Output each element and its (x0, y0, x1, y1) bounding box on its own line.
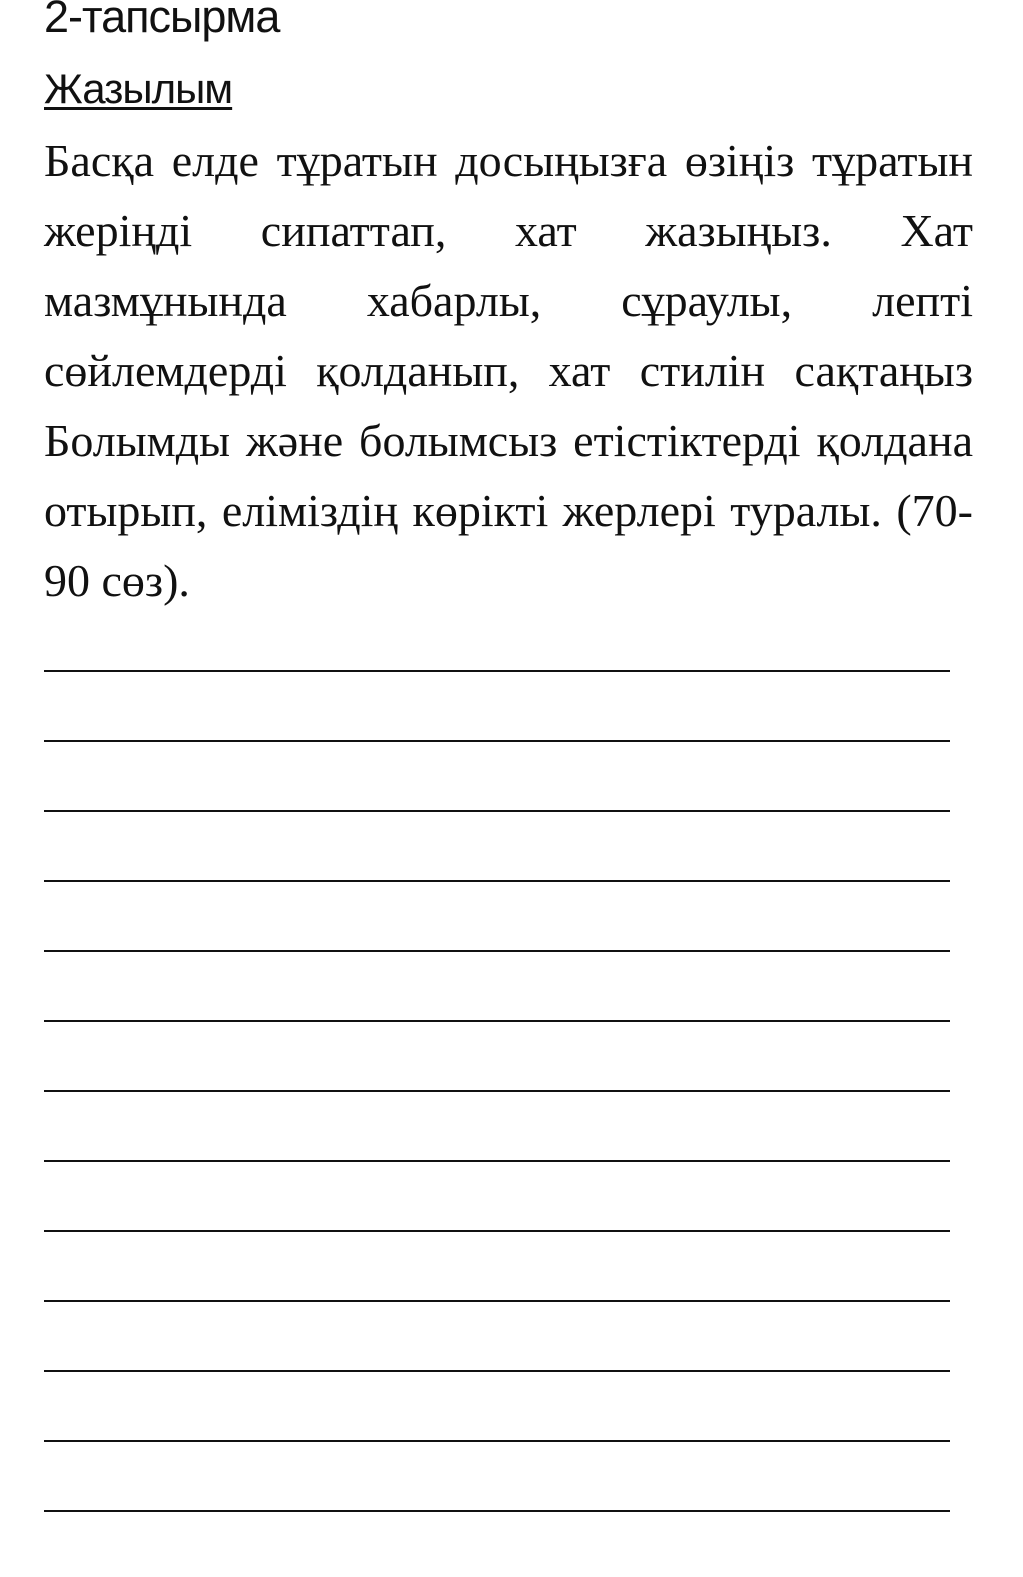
answer-line[interactable] (44, 740, 950, 742)
answer-line[interactable] (44, 810, 950, 812)
answer-line[interactable] (44, 1300, 950, 1302)
answer-line[interactable] (44, 1020, 950, 1022)
answer-line[interactable] (44, 1230, 950, 1232)
answer-line[interactable] (44, 1090, 950, 1092)
answer-line[interactable] (44, 670, 950, 672)
section-title: Жазылым (44, 65, 233, 112)
answer-line[interactable] (44, 1440, 950, 1442)
answer-line[interactable] (44, 1370, 950, 1372)
task-instructions: Басқа елде тұратын досыңызға өзіңіз тұратын жеріңді сипаттап, хат жазыңыз. Хат мазмұнында хабарлы, сұраулы, лепті сөйлемдерді қолданып, хат стилін сақтаңыз Болымды және болымсыз етістіктерді қолдана отырып, еліміздің көрікті жерлері туралы. (70-90 сөз). (44, 135, 973, 606)
answer-line[interactable] (44, 1160, 950, 1162)
answer-line[interactable] (44, 950, 950, 952)
task-title: 2-тапсырма (44, 0, 280, 42)
answer-line[interactable] (44, 1510, 950, 1512)
answer-line[interactable] (44, 880, 950, 882)
